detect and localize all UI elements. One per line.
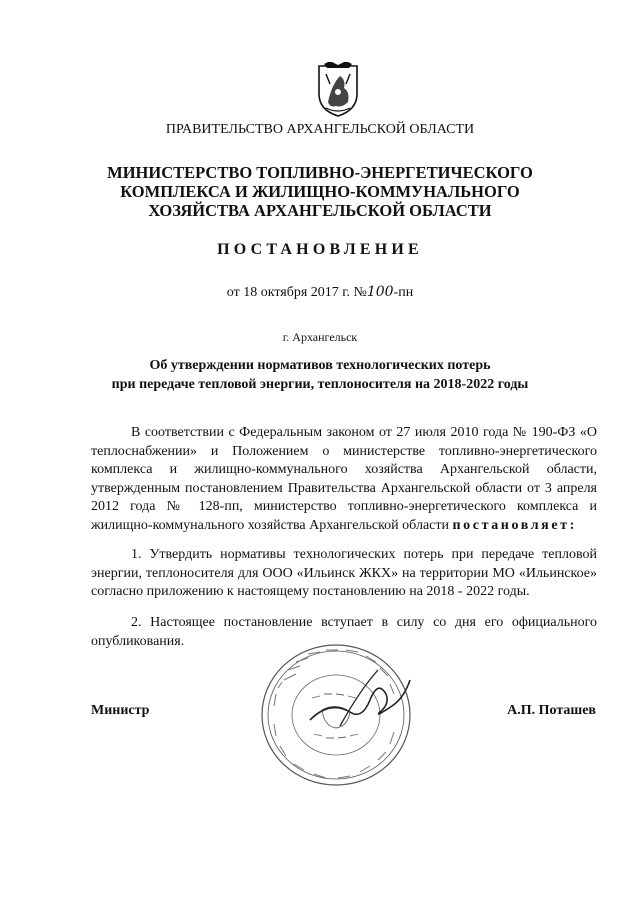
number-suffix: -пн [393,285,414,300]
resolves-word: постановляет: [452,517,577,533]
date-line [0,284,640,301]
document-number: 100 [366,284,394,300]
preamble-text: В соответствии с Федеральным законом от 27 июля 2010 года № 190-ФЗ «О теплоснабжении» и Положением о министерстве топливно-энергетического комплекса и жилищно-коммунального хозяйства Архангельской области, утвержденным постановлением Правительства Архангельской области от 3 апреля 2012 года № 128-пп, министерство топливно-энергетического комплекса и жилищно-коммунального хозяйства Архангельской области [91,425,597,533]
signatory-name: А.П. Поташев [507,703,596,718]
coat-of-arms-icon [316,62,360,118]
ministry-title-line: ХОЗЯЙСТВА АРХАНГЕЛЬСКОЙ ОБЛАСТИ [148,201,492,220]
ministry-title-line: КОМПЛЕКСА И ЖИЛИЩНО-КОММУНАЛЬНОГО [120,182,520,201]
handwritten-signature-icon [300,660,420,740]
government-heading: ПРАВИТЕЛЬСТВО АРХАНГЕЛЬСКОЙ ОБЛАСТИ [165,122,475,137]
subject-line: при передаче тепловой энергии, теплоносителя на 2018-2022 годы [111,377,529,392]
document-type: ПОСТАНОВЛЕНИЕ [217,241,423,258]
subject-line: Об утверждении нормативов технологических потерь [149,358,491,373]
city: г. Архангельск [282,330,358,344]
item-2-paragraph: 2. Настоящее постановление вступает в силу со дня его официального опубликования. [91,615,597,649]
ministry-title-line: МИНИСТЕРСТВО ТОПЛИВНО-ЭНЕРГЕТИЧЕСКОГО [107,163,533,182]
item-1-paragraph: 1. Утвердить нормативы технологических потерь при передаче тепловой энергии, теплоносителя для ООО «Ильинск ЖКХ» на территории МО «Ильинское» согласно приложению к настоящему постановлению на 2018 - 2022 годы. [91,547,597,600]
ministry-title [0,163,640,220]
signatory-role: Министр [91,703,150,718]
subject-heading [0,356,640,394]
preamble-paragraph [91,424,597,536]
date-prefix: от 18 октября 2017 г. № [226,285,367,300]
